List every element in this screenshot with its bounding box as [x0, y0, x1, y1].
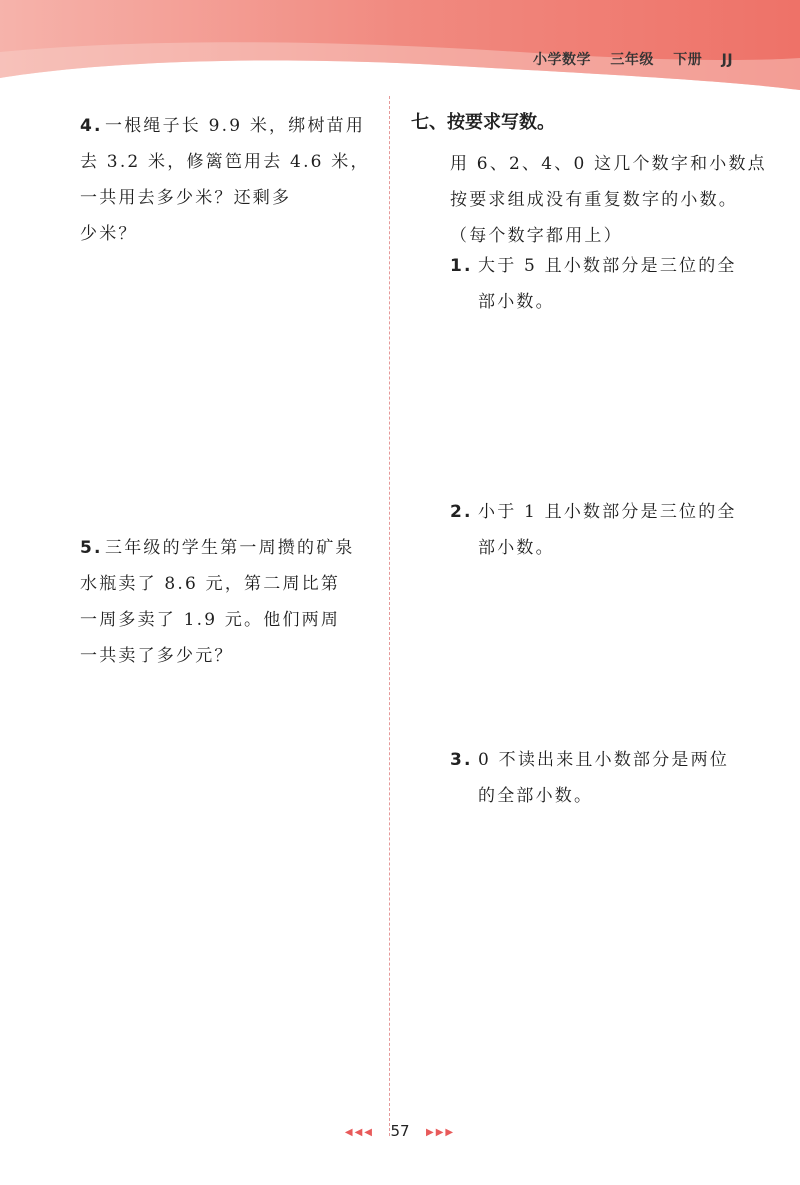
question-4-number: 4. [80, 116, 103, 136]
question-4-line: 一根绳子长 9.9 米，绑树苗用 [105, 116, 366, 136]
intro-line: 用 6、2、4、0 这几个数字和小数点 [450, 154, 767, 174]
page-number: 57 [390, 1122, 410, 1140]
section-intro [450, 146, 767, 254]
item-2-line: 部小数。 [478, 538, 555, 558]
item-2 [450, 494, 750, 566]
item-1-line: 大于 5 且小数部分是三位的全 [478, 256, 737, 276]
intro-line: 按要求组成没有重复数字的小数。 [450, 190, 738, 210]
page-footer [0, 1122, 800, 1140]
header-edition: JJ [721, 52, 734, 68]
question-4-line: 少米？ [80, 224, 138, 244]
question-5-line: 一周多卖了 1.9 元。他们两周 [80, 610, 341, 630]
intro-line: （每个数字都用上） [450, 226, 623, 246]
column-divider [389, 96, 390, 1136]
question-4 [80, 108, 380, 252]
question-5 [80, 530, 380, 674]
item-3-line: 0 不读出来且小数部分是两位 [478, 750, 730, 770]
left-arrows-icon: ◀◀◀ [344, 1127, 374, 1138]
header-grade: 三年级 [610, 52, 654, 68]
item-1-number: 1. [450, 256, 473, 276]
item-3-number: 3. [450, 750, 473, 770]
right-arrows-icon: ▶▶▶ [426, 1127, 456, 1138]
header-subject: 小学数学 [533, 52, 591, 68]
header-label [533, 49, 733, 69]
question-5-line: 水瓶卖了 8.6 元，第二周比第 [80, 574, 341, 594]
header-volume: 下册 [673, 52, 703, 68]
question-5-number: 5. [80, 538, 103, 558]
item-1-line: 部小数。 [478, 292, 555, 312]
header-band [0, 0, 800, 90]
item-2-line: 小于 1 且小数部分是三位的全 [478, 502, 737, 522]
item-3-line: 的全部小数。 [478, 786, 594, 806]
question-5-line: 三年级的学生第一周攒的矿泉 [105, 538, 355, 558]
question-4-line: 一共用去多少米？还剩多 [80, 188, 292, 208]
item-1 [450, 248, 750, 320]
section-title: 七、按要求写数。 [411, 112, 555, 133]
question-4-line: 去 3.2 米，修篱笆用去 4.6 米， [80, 152, 370, 172]
question-5-line: 一共卖了多少元？ [80, 646, 234, 666]
item-2-number: 2. [450, 502, 473, 522]
item-3 [450, 742, 750, 814]
